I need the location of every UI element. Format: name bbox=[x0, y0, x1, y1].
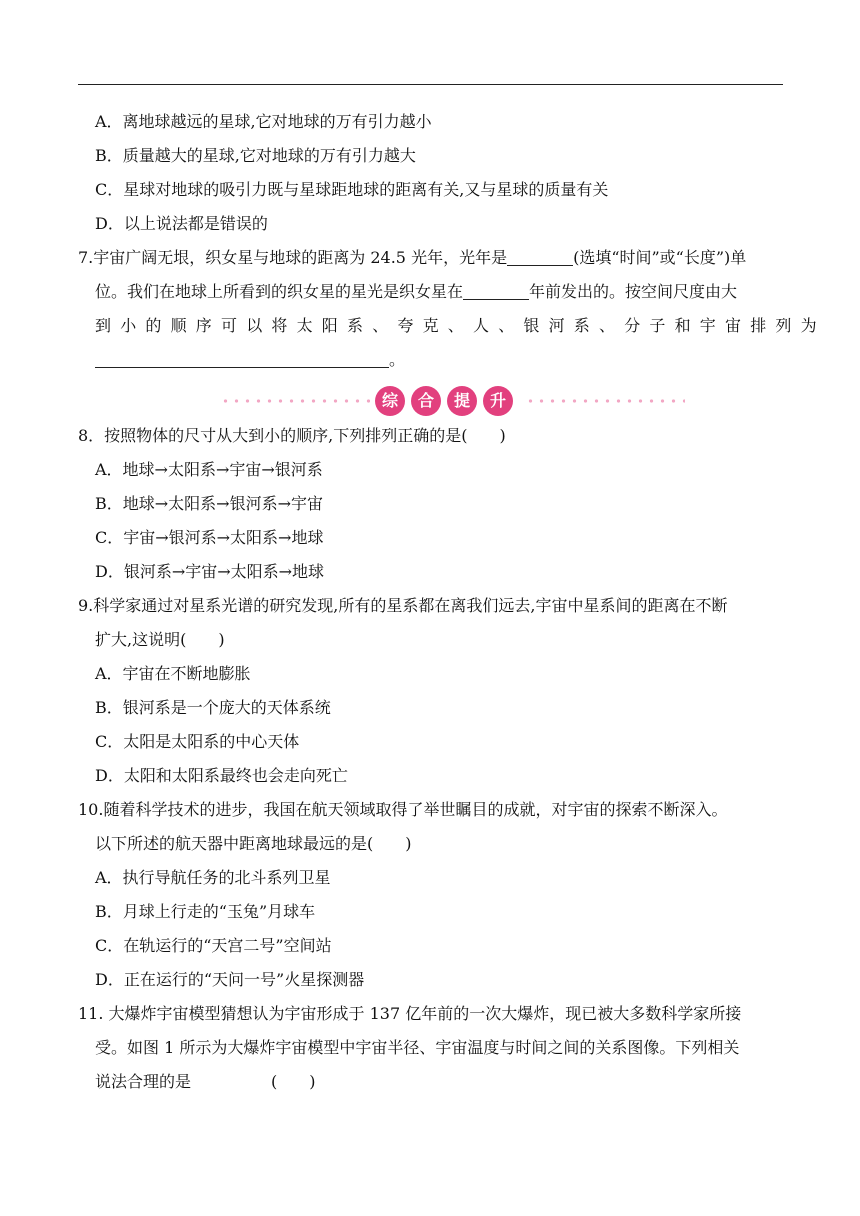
section-banner bbox=[220, 386, 690, 416]
q9-option-a: A．宇宙在不断地膨胀 bbox=[95, 664, 251, 683]
q11-stem-line-1: 11. 大爆炸宇宙模型猜想认为宇宙形成于 137 亿年前的一次大爆炸，现已被大多数科学家所接 bbox=[78, 1004, 742, 1023]
q9-option-d: D．太阳和太阳系最终也会走向死亡 bbox=[95, 766, 348, 785]
q7-text-2b: 年前发出的。按空间尺度由大 bbox=[529, 282, 738, 301]
banner-char-4: 升 bbox=[483, 386, 513, 416]
q11-stem-line-2: 受。如图 1 所示为大爆炸宇宙模型中宇宙半径、宇宙温度与时间之间的关系图像。下列相关 bbox=[95, 1038, 740, 1057]
q10-option-c: C．在轨运行的“天宫二号”空间站 bbox=[95, 936, 332, 955]
q8-stem: 8．按照物体的尺寸从大到小的顺序,下列排列正确的是( ) bbox=[78, 426, 506, 445]
q9-option-c: C．太阳是太阳系的中心天体 bbox=[95, 732, 300, 751]
q7-line-2 bbox=[95, 280, 737, 304]
q7-line-1 bbox=[78, 246, 746, 270]
banner-dots-left bbox=[220, 399, 370, 403]
q10-option-b: B．月球上行走的“玉兔”月球车 bbox=[95, 902, 316, 921]
header-rule bbox=[78, 84, 783, 85]
q10-option-a: A．执行导航任务的北斗系列卫星 bbox=[95, 868, 331, 887]
q7-blank-2 bbox=[463, 283, 529, 300]
q7-line-3: 到小的顺序可以将太阳系、夸克、人、银河系、分子和宇宙排列为 bbox=[95, 316, 826, 335]
q6-option-c: C．星球对地球的吸引力既与星球距地球的距离有关,又与星球的质量有关 bbox=[95, 180, 609, 199]
q8-option-a: A．地球→太阳系→宇宙→银河系 bbox=[95, 460, 323, 479]
q9-stem-line-2: 扩大,这说明( ) bbox=[95, 630, 225, 649]
banner-title bbox=[375, 386, 513, 416]
q6-option-d: D．以上说法都是错误的 bbox=[95, 214, 268, 233]
banner-char-3: 提 bbox=[447, 386, 477, 416]
q9-stem-line-1: 9.科学家通过对星系光谱的研究发现,所有的星系都在离我们远去,宇宙中星系间的距离在不断 bbox=[78, 596, 728, 615]
banner-char-1: 综 bbox=[375, 386, 405, 416]
q8-option-d: D．银河系→宇宙→太阳系→地球 bbox=[95, 562, 325, 581]
q8-option-b: B．地球→太阳系→银河系→宇宙 bbox=[95, 494, 323, 513]
q10-stem-line-1: 10.随着科学技术的进步，我国在航天领域取得了举世瞩目的成就，对宇宙的探索不断深入。 bbox=[78, 800, 728, 819]
q7-blank-3 bbox=[95, 351, 389, 368]
q10-option-d: D．正在运行的“天问一号”火星探测器 bbox=[95, 970, 365, 989]
q7-text-2a: 位。我们在地球上所看到的织女星的星光是织女星在 bbox=[95, 282, 464, 301]
q6-option-b: B．质量越大的星球,它对地球的万有引力越大 bbox=[95, 146, 416, 165]
q7-blank-1 bbox=[507, 249, 573, 266]
banner-char-2: 合 bbox=[411, 386, 441, 416]
q7-line-4 bbox=[95, 348, 405, 372]
banner-dots-right bbox=[525, 399, 685, 403]
q6-option-a: A．离地球越远的星球,它对地球的万有引力越小 bbox=[95, 112, 432, 131]
q7-text-4: 。 bbox=[389, 350, 406, 369]
q11-stem-line-3: 说法合理的是 ( ) bbox=[95, 1072, 316, 1091]
q8-option-c: C．宇宙→银河系→太阳系→地球 bbox=[95, 528, 324, 547]
q10-stem-line-2: 以下所述的航天器中距离地球最远的是( ) bbox=[95, 834, 412, 853]
q7-text-1a: 7.宇宙广阔无垠，织女星与地球的距离为 24.5 光年，光年是 bbox=[78, 248, 508, 267]
q7-text-1b: (选填“时间”或“长度”)单 bbox=[573, 248, 747, 267]
q9-option-b: B．银河系是一个庞大的天体系统 bbox=[95, 698, 331, 717]
